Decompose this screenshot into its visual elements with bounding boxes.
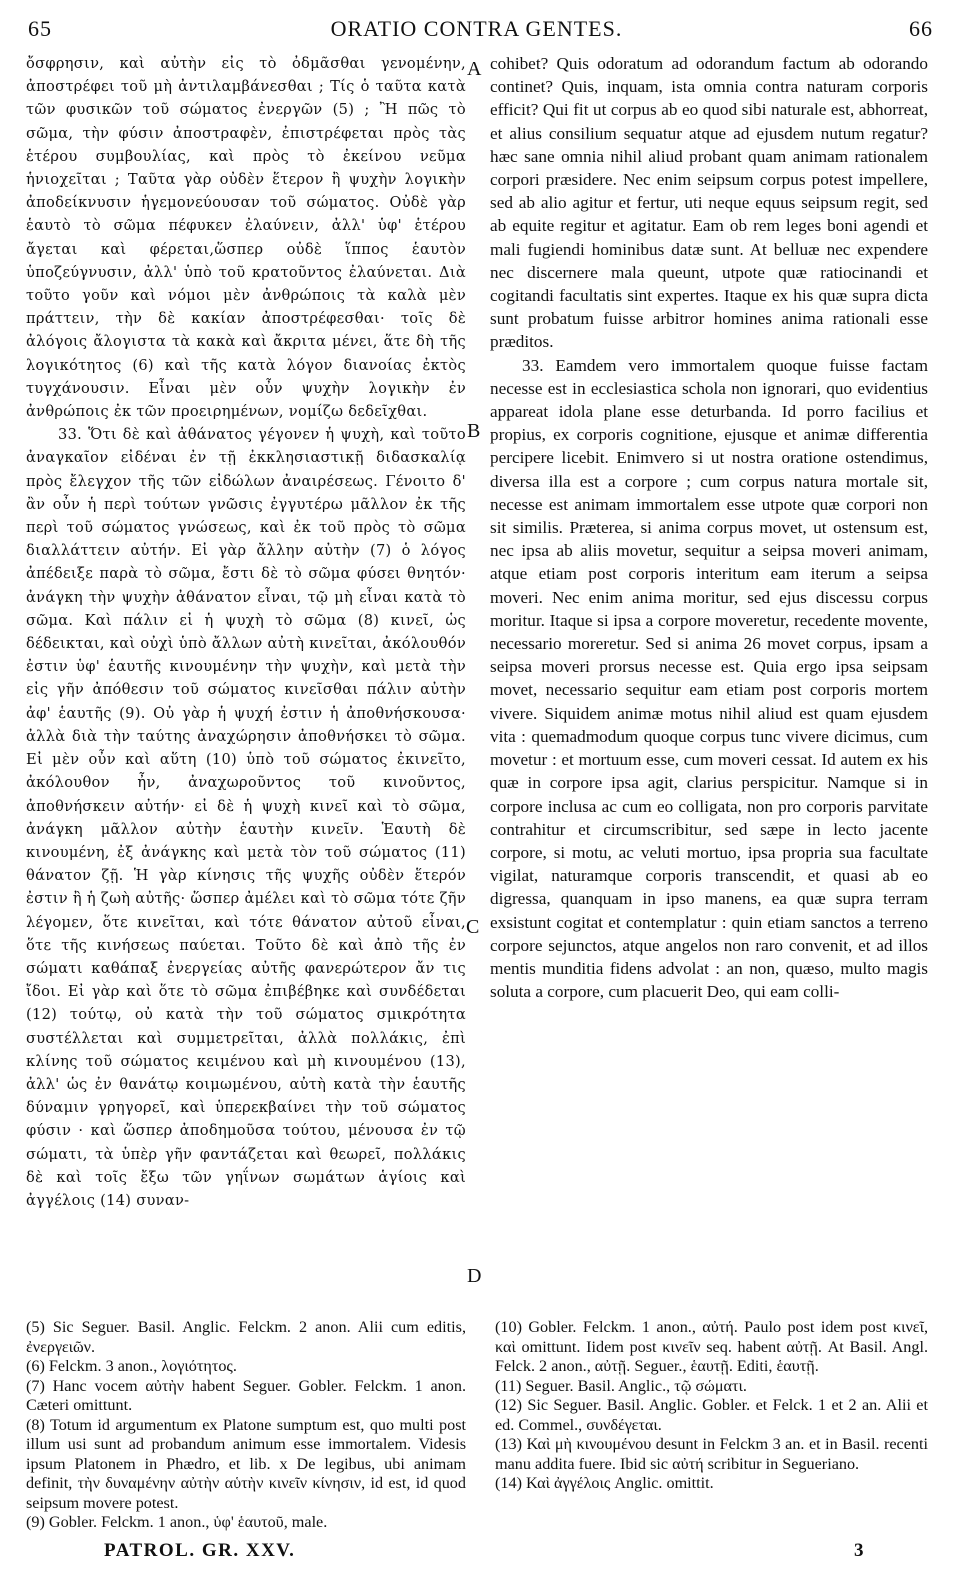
page-number-right: 66 [909,16,933,41]
footer-signature-mark: 3 [854,1540,865,1561]
footnote: (12) Sic Seguer. Basil. Anglic. Gobler. et Felck. 1 et 2 an. Alii et ed. Commel., συνδέγεται. [495,1396,928,1434]
margin-letter-b: B [467,420,481,442]
greek-paragraph: 33. Ὅτι δὲ καὶ ἀθάνατος γέγονεν ἡ ψυχὴ, καὶ τοῦτο ἀναγκαῖον εἰδέναι ἐν τῇ ἐκκλησιαστικῇ διδασκαλίᾳ πρὸς ἔλεγχον τῆς τῶν εἰδώλων ἀναιρέσεως. Γένοιτο δ' ἂν οὖν ἡ περὶ τούτων γνῶσις ἐγγυτέρω μᾶλλον ἐκ τῆς περὶ τοῦ σώματος γνώσεως, καὶ ἐκ τοῦ πρὸς τὸ σῶμα διαλλάττειν αὐτήν. Εἰ γὰρ ἄλλην αὐτὴν (7) ὁ λόγος ἀπέδειξε παρὰ τὸ σῶμα, ἔστι δὲ τὸ σῶμα φύσει θνητόν· ἀνάγκη τὴν ψυχὴν ἀθάνατον εἶναι, τῷ μὴ εἶναι κατὰ τὸ σῶμα. Καὶ πάλιν εἰ ἡ ψυχὴ τὸ σῶμα (8) κινεῖ, ὡς δέδεικται, καὶ οὐχὶ ὑπὸ ἄλλων αὐτὴ κινεῖται, ἀκόλουθόν ἐστιν ὑφ' ἑαυτῆς κινουμένην τὴν ψυχὴν, καὶ μετὰ τὴν εἰς γῆν ἀπόθεσιν τοῦ σώματος κινεῖσθαι πάλιν αὐτὴν ἀφ' ἑαυτῆς (9). Οὐ γὰρ ἡ ψυχή ἐστιν ἡ ἀποθνήσκουσα· ἀλλὰ διὰ τὴν ταύτης ἀναχώρησιν ἀποθνήσκει τὸ σῶμα. Εἰ μὲν οὖν καὶ αὕτη (10) ὑπὸ τοῦ σώματος ἐκινεῖτο, ἀκόλουθον ἦν, ἀναχωροῦντος τοῦ κινοῦντος, ἀποθνήσκειν αὐτήν· εἰ δὲ ἡ ψυχὴ κινεῖ καὶ τὸ σῶμα, ἀνάγκη μᾶλλον αὐτὴν ἑαυτὴν κινεῖν. Ἑαυτὴ δὲ κινουμένη, ἐξ ἀνάγκης καὶ μετὰ τὸν τοῦ σώματος (11) θάνατον ζῇ. Ἡ γὰρ κίνησις τῆς ψυχῆς οὐδὲν ἕτερόν ἐστιν ἢ ἡ ζωὴ αὐτῆς· ὥσπερ ἀμέλει καὶ τὸ σῶμα τότε ζῆν λέγομεν, ὅτε κινεῖται, καὶ τότε θάνατον αὐτοῦ εἶναι, ὅτε τῆς κινήσεως παύεται. Τοῦτο δὲ καὶ ἀπὸ τῆς ἐν σώματι καθάπαξ ἐνεργείας αὐτῆς φανερώτερον ἄν τις ἴδοι. Εἰ γὰρ καὶ ὅτε τὸ σῶμα ἐπιβέβηκε καὶ συνδέδεται (12) τούτῳ, οὐ κατὰ τὴν τοῦ σώματος σμικρότητα συστέλλεται καὶ συμμετρεῖται, ἀλλὰ πολλάκις, ἐπὶ κλίνης τοῦ σώματος κειμένου καὶ μὴ κινουμένου (13), ἀλλ' ὡς ἐν θανάτῳ κοιμωμένου, αὐτὴ κατὰ τὴν ἑαυτῆς δύναμιν γρηγορεῖ, καὶ ὑπερεκβαίνει τὴν τοῦ σώματος φύσιν · καὶ ὥσπερ ἀποδημοῦσα τούτου, μένουσα ἐν τῷ σώματι, τὰ ὑπὲρ γῆν φαντάζεται καὶ θεωρεῖ, πολλάκις δὲ καὶ τοῖς ἔξω τῶν γηΐνων σωμάτων ἁγίοις καὶ ἀγγέλοις (14) συναν- [26,426,466,1209]
footnote: (8) Totum id argumentum ex Platone sumptum est, quo multi post illum usi sunt ad probandum animum esse immortalem. Videsis ipsum Platonem in Phædro, et lib. x De legibus, ubi animam definit, τὴν δυναμένην αὐτὴν αὑτὴν κινεῖν κίνησιν, id est, id quod seipsum movere potest. [26,1415,466,1512]
footnote: (5) Sic Seguer. Basil. Anglic. Felckm. 2 anon. Alii cum editis, ἐνεργειῶν. [26,1318,466,1356]
footnote: (7) Hanc vocem αὐτὴν habent Seguer. Gobler. Felckm. 1 anon. Cæteri omittunt. [26,1376,466,1414]
footnote: (10) Gobler. Felckm. 1 anon., αὐτή. Paulo post idem post κινεῖ, καὶ omittunt. Iidem post κινεῖν seq. habent αὐτῇ. At Basil. Angl. Felck. 2 anon., αὐτῇ. Seguer., ἑαυτῇ. Editi, ἑαυτῇ. [495,1318,928,1375]
footnote: (11) Seguer. Basil. Anglic., τῷ σώματι. [495,1376,747,1395]
page-number-left: 65 [28,16,52,41]
footnote: (9) Gobler. Felckm. 1 anon., ὑφ' ἑαυτοῦ, male. [26,1513,328,1531]
footnotes-left [26,1318,466,1533]
footer-series-label: PATROL. GR. XXV. [104,1540,296,1561]
page-title: ORATIO CONTRA GENTES. [330,16,623,41]
running-header [20,16,933,44]
footnote: (14) Καὶ ἀγγέλοις Anglic. omittit. [495,1474,714,1492]
greek-text-column [26,52,466,1212]
footnote: (6) Felckm. 3 anon., λογιότητος. [26,1357,237,1375]
latin-paragraph: cohibet? Quis odoratum ad odorandum factum ab odorando continet? Quis, inquam, ista omnia contra naturam corporis efficit? Qui fit ut corpus ab eo quod sibi naturale est, abhorreat, et alius consilium sequatur atque ad ejusdem nutum regatur? hæc sane omnia nihil aliud probant quam animam rationalem corpori præsidere. Nec enim seipsum corpus potest impellere, sed ab alio agitur et fertur, uti neque equus seipsum regit, sed ab equite regitur et agitatur. Eam ob rem leges boni agendi et mali fugiendi hominibus datæ sunt. At belluæ nec expendere nec discernere mala queunt, utpote quæ ratiocinandi et cogitandi facultatis sint expertes. Itaque ex his quæ supra dicta sunt probatum fuisse arbitror homines anima rationali esse præditos. [490,54,928,352]
margin-letter-d: D [467,1265,482,1287]
footnote: (13) Καὶ μὴ κινουμένου desunt in Felckm 3 an. et in Basil. recenti manu addita fuere. Ibid sic αὐτή scribitur in Segueriano. [495,1435,928,1473]
margin-letter-a: A [467,58,482,80]
latin-text-column [490,52,928,1003]
margin-letter-c: C [466,916,480,938]
greek-paragraph: ὄσφρησιν, καὶ αὐτὴν εἰς τὸ ὀδμᾶσθαι γενομένην, ἀποστρέφει τοῦ μὴ ἀντιλαμβάνεσθαι ; Τίς ὁ ταῦτα κατὰ τῶν φυσικῶν τοῦ σώματος ἐνεργῶν (5) ; Ἢ πῶς τὸ σῶμα, τὴν φύσιν ἀποστραφὲν, ἐπιστρέφεται πρὸς τὰς ἑτέρου συμβουλίας, καὶ πρὸς τὸ ἐκείνου νεῦμα ἡνιοχεῖται ; Ταῦτα γὰρ οὐδὲν ἕτερον ἢ ψυχὴν λογικὴν ἀποδείκνυσιν ἡγεμονεύουσαν τοῦ σώματος. Οὐδὲ γὰρ ἑαυτὸ τὸ σῶμα πέφυκεν ἐλαύνειν, ἀλλ' ὑφ' ἑτέρου ἄγεται καὶ φέρεται,ὥσπερ οὐδὲ ἵππος ἑαυτὸν ὑποζεύγνυσιν, ἀλλ' ὑπὸ τοῦ κρατοῦντος ἐλαύνεται. Διὰ τοῦτο γοῦν καὶ νόμοι μὲν ἀνθρώποις τὰ καλὰ μὲν πράττειν, τὴν δὲ κακίαν ἀποστρέφεσθαι· τοῖς δὲ ἀλόγοις ἄλογιστα τὰ κακὰ καὶ ἄκριτα μένει, ἅτε δὴ τῆς λογικότητος (6) καὶ τῆς κατὰ λόγον διανοίας ἐκτὸς τυγχάνουσιν. Εἶναι μὲν οὖν ψυχὴν λογικὴν ἐν ἀνθρώποις ἐκ τῶν προειρημένων, νομίζω δεδεῖχθαι. [26,55,466,421]
page-footer [104,1540,865,1568]
latin-paragraph: 33. Eamdem vero immortalem quoque fuisse factam necesse est in ecclesiastica schola non ignorari, quo evidentius appareat idola plane esse deturbanda. Id porro facilius et propius, ex corporis cognitione, ejusque et animæ differentia percipere licebit. Enimvero si ut nostra oratione ostendimus, diversa illa est a corpore ; cum corpus natura mortale sit, necesse est animam immortalem esse utpote quæ corpori non sit similis. Præterea, si anima corpus movet, ut ostensum est, nec ipsa ab aliis movetur, sequitur a seipsa moveri animam, atque etiam post corporis interitum eam iterum a seipsa moveri. Nec enim anima moritur, sed ejus discessu corpus moritur. Itaque si ipsa a corpore moveretur, recedente movente, necessario moreretur. Sed si anima 26 movet corpus, ipsam a seipsa moveri prorsus necesse est. Quia ergo ipsa seipsam movet, necessario sequitur eam etiam post corporis mortem vivere. Siquidem animæ motus nihil aliud est quam ejusdem vita : quemadmodum quoque corpus tunc vivere dicimus, cum movetur : et mortuum esse, cum moveri cessat. Id autem ex his quæ in corpore ipsa agit, clarius perspicitur. Namque si in corpore inclusa ac cum eo colligata, non pro corporis parvitate contrahitur et circumscribitur, sed sæpe in lecto jacente corpore, si motu, ac veluti mortuo, ipsa propria sua facultate vigilat, naturamque corporis transcendit, et quasi ab eo digressa, quanquam in ipso manens, ea quæ supra terram exsistunt cogitat et contemplatur : quin etiam sanctos a terreno corpore sejunctos, atque angelos non raro convenit, et ad illos mentis munditia fidens advolat : an non, quæso, multo magis soluta a corpore, cum placuerit Deo, qui eam colli- [490,355,928,1002]
footnotes-right [495,1318,928,1494]
